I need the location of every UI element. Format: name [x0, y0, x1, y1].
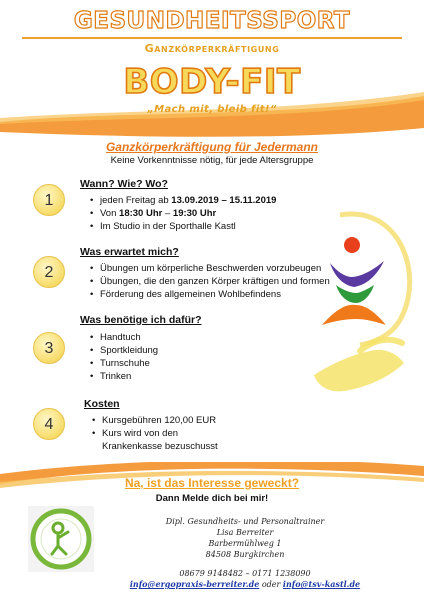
section-list-when	[90, 194, 276, 233]
figure-legs-icon	[322, 305, 386, 325]
step-number-2: 2	[33, 256, 65, 288]
list-item: Krankenkasse bezuschusst	[102, 441, 218, 452]
figure-arms-icon	[330, 261, 384, 287]
section-list-need	[90, 331, 158, 383]
list-item: • Sportkleidung	[90, 344, 158, 357]
section-title-when: Wann? Wie? Wo?	[80, 178, 168, 190]
step-number-1: 1	[33, 184, 65, 216]
list-item: • jeden Freitag ab 13.09.2019 – 15.11.2019	[90, 194, 276, 207]
page-title: GESUNDHEITSSPORT	[73, 8, 351, 34]
list-item: • Handtuch	[90, 331, 158, 344]
contact-title: Dipl. Gesundheits- und Personaltrainer	[165, 517, 325, 526]
list-item: • Förderung des allgemeinen Wohlbefindens	[90, 288, 330, 301]
contact-name: Lisa Berreiter	[216, 528, 274, 537]
header-rule	[22, 37, 402, 39]
list-item: • Trinken	[90, 370, 158, 383]
brand-title: BODY-FIT	[123, 62, 301, 102]
intro-subtitle: Keine Vorkenntnisse nötig, für jede Altersgruppe	[110, 155, 314, 166]
list-item: • Turnschuhe	[90, 357, 158, 370]
section-list-costs	[92, 414, 218, 453]
list-item: • Im Studio in der Sporthalle Kastl	[90, 220, 276, 233]
section-title-costs: Kosten	[84, 398, 120, 410]
contact-phone: 08679 9148482 – 0171 1238090	[179, 569, 311, 578]
cta-question: Na, ist das Interesse geweckt?	[124, 476, 300, 490]
intro-title: Ganzkörperkräftigung für Jedermann	[105, 140, 319, 154]
list-item: • Kursgebühren 120,00 EUR	[92, 414, 218, 427]
section-list-expect	[90, 262, 330, 301]
cta-subtext: Dann Melde dich bei mir!	[155, 493, 269, 504]
slogan: „Mach mit, bleib fit!“	[147, 104, 277, 115]
figure-body-icon	[336, 285, 374, 303]
step-number-3: 3	[33, 332, 65, 364]
list-item: • Übungen, die den ganzen Körper kräftigen und formen	[90, 275, 330, 288]
list-item: • Kurs wird von den	[92, 427, 218, 440]
section-title-expect: Was erwartet mich?	[80, 246, 179, 258]
contact-emails: info@ergopraxis-berreiter.de oder info@tsv-kastl.de	[129, 579, 361, 589]
contact-block	[120, 516, 370, 590]
health-standard-badge-icon	[28, 506, 94, 572]
hand-icon	[314, 350, 404, 391]
section-title-need: Was benötige ich dafür?	[80, 314, 202, 326]
email-link-ergopraxis[interactable]: info@ergopraxis-berreiter.de	[129, 579, 260, 589]
figure-hand-illustration	[300, 205, 424, 405]
contact-street: Barbermühlweg 1	[208, 539, 282, 548]
list-item: • Von 18:30 Uhr – 19:30 Uhr	[90, 207, 276, 220]
figure-head-icon	[344, 237, 360, 253]
contact-city: 84508 Burgkirchen	[205, 550, 285, 559]
step-number-4: 4	[33, 408, 65, 440]
page-subtitle: Ganzkörperkräftigung	[144, 42, 280, 55]
list-item: • Übungen um körperliche Beschwerden vorzubeugen	[90, 262, 330, 275]
email-link-tsv-kastl[interactable]: info@tsv-kastl.de	[282, 579, 361, 589]
